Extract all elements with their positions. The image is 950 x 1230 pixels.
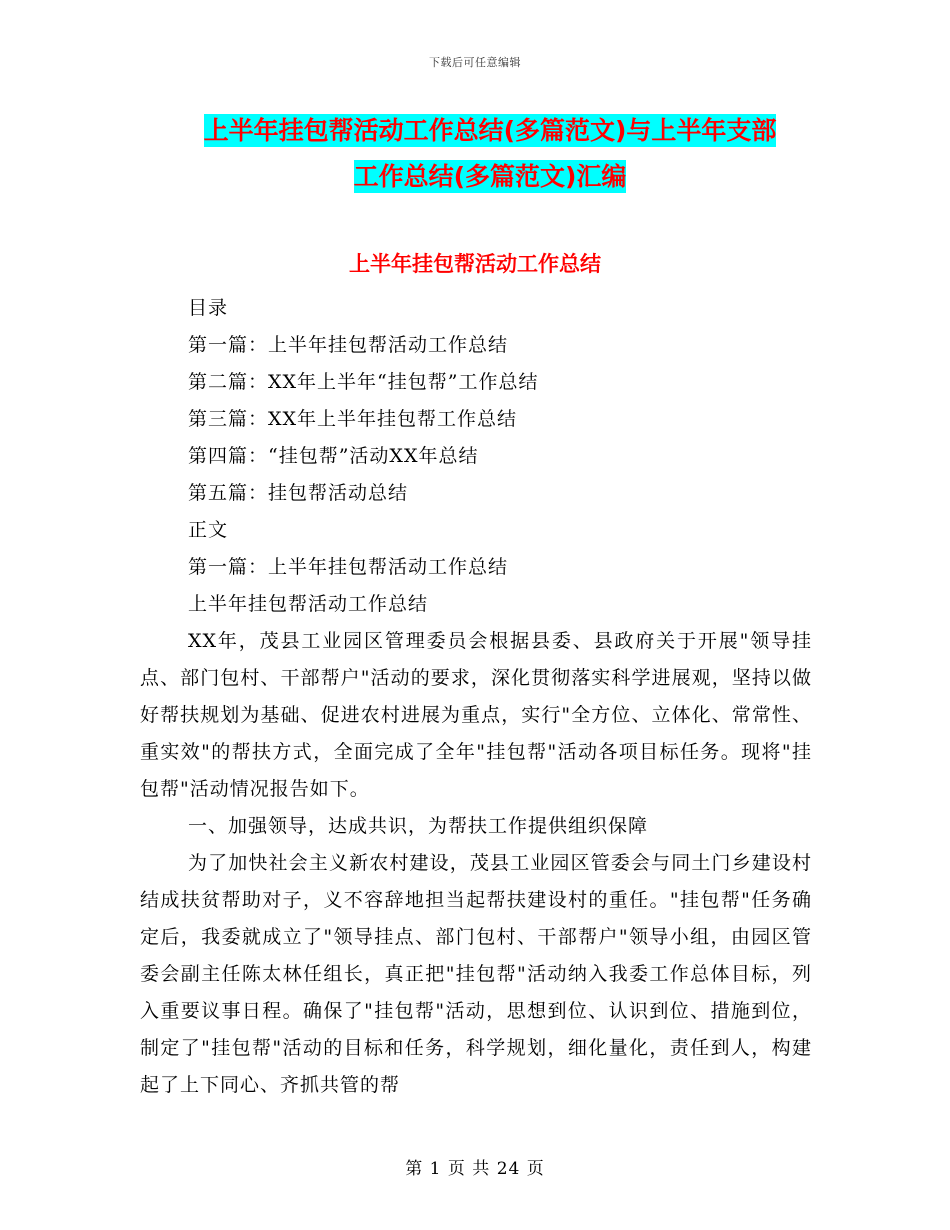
section-heading: 一、加强领导，达成共识，为帮扶工作提供组织保障 <box>188 815 649 837</box>
toc-item: 第三篇：XX年上半年挂包帮工作总结 <box>188 408 518 430</box>
toc-item: 第二篇：XX年上半年“挂包帮”工作总结 <box>188 371 539 393</box>
chapter-subtitle: 上半年挂包帮活动工作总结 <box>188 593 429 615</box>
document-title <box>140 108 840 200</box>
toc-heading: 目录 <box>188 297 229 319</box>
toc-item: 第四篇：“挂包帮”活动XX年总结 <box>188 445 479 467</box>
paragraph: XX年，茂县工业园区管理委员会根据县委、县政府关于开展"领导挂点、部门包村、干部帮户"活动的要求，深化贯彻落实科学进展观，坚持以做好帮扶规划为基础、促进农村进展为重点，实行"全方位、立体化、常常性、重实效"的帮扶方式，全面完成了全年"挂包帮"活动各项目标任务。现将"挂包帮"活动情况报告如下。 <box>140 630 812 800</box>
paragraph: 为了加快社会主义新农村建设，茂县工业园区管委会与同土门乡建设村结成扶贫帮助对子，义不容辞地担当起帮扶建设村的重任。"挂包帮"任务确定后，我委就成立了"领导挂点、部门包村、干部帮户"领导小组，由园区管委会副主任陈太林任组长，真正把"挂包帮"活动纳入我委工作总体目标，列入重要议事日程。确保了"挂包帮"活动，思想到位、认识到位、措施到位，制定了"挂包帮"活动的目标和任务，科学规划，细化量化，责任到人，构建起了上下同心、齐抓共管的帮 <box>140 852 812 1096</box>
title-line-1: 上半年挂包帮活动工作总结(多篇范文)与上半年支部 <box>203 116 777 145</box>
body-heading: 正文 <box>188 519 229 541</box>
document-body <box>140 290 812 1104</box>
chapter-title: 第一篇：上半年挂包帮活动工作总结 <box>188 556 509 578</box>
toc-item: 第一篇：上半年挂包帮活动工作总结 <box>188 334 509 356</box>
header-note: 下载后可任意编辑 <box>429 56 521 69</box>
title-line-2: 工作总结(多篇范文)汇编 <box>353 162 627 191</box>
page-footer: 第 1 页 共 24 页 <box>405 1159 545 1179</box>
document-subtitle: 上半年挂包帮活动工作总结 <box>349 252 601 276</box>
toc-item: 第五篇：挂包帮活动总结 <box>188 482 409 504</box>
